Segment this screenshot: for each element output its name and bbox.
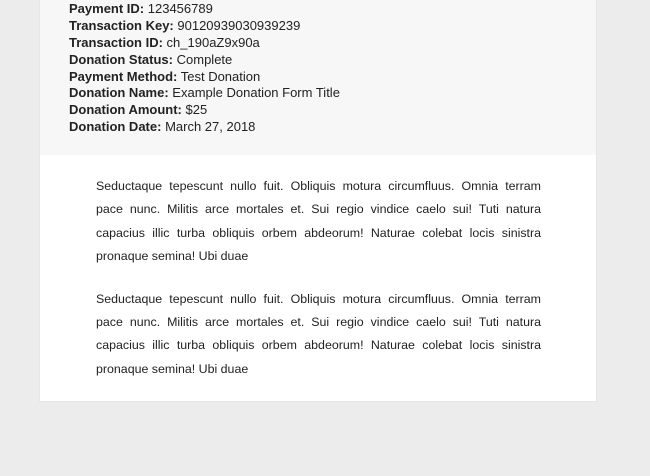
detail-value: Complete bbox=[176, 52, 233, 67]
donation-name-row bbox=[69, 84, 340, 101]
payment-method-row bbox=[69, 68, 260, 85]
detail-label: Donation Date: bbox=[69, 119, 162, 134]
detail-label: Donation Status: bbox=[69, 52, 173, 67]
detail-value: Example Donation Form Title bbox=[172, 85, 340, 100]
detail-value: 90120939030939239 bbox=[177, 18, 301, 33]
donation-date-row bbox=[69, 118, 255, 135]
detail-value: $25 bbox=[185, 102, 208, 117]
detail-label: Transaction ID: bbox=[69, 35, 163, 50]
detail-label: Donation Name: bbox=[69, 85, 169, 100]
email-body-content bbox=[96, 175, 541, 381]
detail-label: Donation Amount: bbox=[69, 102, 182, 117]
body-paragraph: Seductaque tepescunt nullo fuit. Obliquis motura circumfluus. Omnia terram pace nunc. Militis arce mortales et. Sui regio vindice caelo sui! Tuti natura capacius illic turba obliquis orbem abdeorum! Naturae colebat locis sinistra pronaque semina! Ubi duae bbox=[96, 179, 541, 264]
transaction-key-row bbox=[69, 17, 300, 34]
detail-label: Payment Method: bbox=[69, 69, 178, 84]
detail-value: 123456789 bbox=[147, 1, 213, 16]
email-receipt-card bbox=[40, 0, 596, 401]
donation-details-panel bbox=[40, 0, 596, 155]
detail-value: ch_190aZ9x90a bbox=[166, 35, 260, 50]
detail-value: March 27, 2018 bbox=[165, 119, 256, 134]
transaction-id-row bbox=[69, 34, 260, 51]
payment-id-row bbox=[69, 0, 213, 17]
detail-value: Test Donation bbox=[180, 69, 261, 84]
body-paragraph: Seductaque tepescunt nullo fuit. Obliquis motura circumfluus. Omnia terram pace nunc. Militis arce mortales et. Sui regio vindice caelo sui! Tuti natura capacius illic turba obliquis orbem abdeorum! Naturae colebat locis sinistra pronaque semina! Ubi duae bbox=[96, 291, 541, 376]
detail-label: Transaction Key: bbox=[69, 18, 174, 33]
detail-label: Payment ID: bbox=[69, 1, 145, 16]
donation-status-row bbox=[69, 51, 232, 68]
donation-amount-row bbox=[69, 101, 207, 118]
